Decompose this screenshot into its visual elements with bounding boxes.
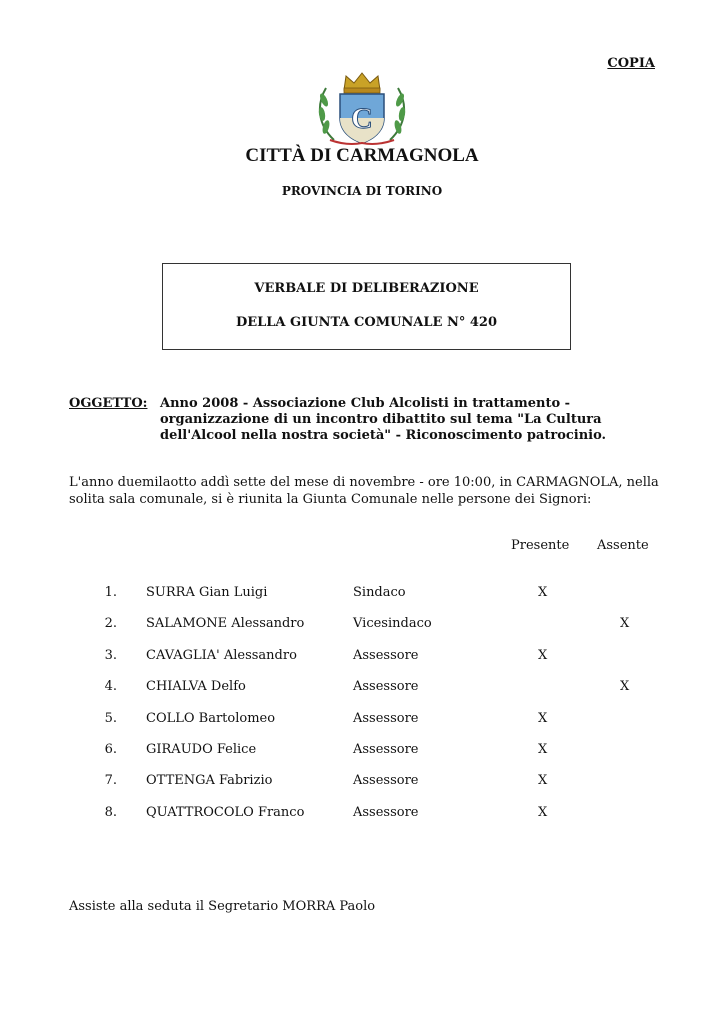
title-box — [162, 263, 571, 350]
member-absent-mark: X — [620, 616, 630, 631]
member-name: GIRAUDO Felice — [146, 742, 257, 757]
member-row — [0, 742, 724, 762]
member-present-mark: X — [538, 742, 548, 757]
member-name: OTTENGA Fabrizio — [146, 773, 273, 788]
member-role: Assessore — [353, 679, 419, 694]
member-row — [0, 773, 724, 793]
member-row — [0, 711, 724, 731]
member-row — [0, 805, 724, 825]
member-role: Assessore — [353, 805, 419, 820]
member-role: Assessore — [353, 648, 419, 663]
member-present-mark: X — [538, 711, 548, 726]
member-present-mark: X — [538, 648, 548, 663]
present-column-header: Presente — [511, 538, 570, 553]
member-number: 3. — [104, 648, 117, 663]
member-role: Vicesindaco — [353, 616, 432, 631]
svg-text:C: C — [351, 102, 373, 135]
member-number: 1. — [104, 585, 117, 600]
member-number: 6. — [104, 742, 117, 757]
copy-label: COPIA — [607, 56, 655, 71]
member-role: Sindaco — [353, 585, 406, 600]
intro-paragraph: L'anno duemilaotto addì sette del mese di novembre - ore 10:00, in CARMAGNOLA, nella solita sala comunale, si è riunita la Giunta Comunale nelle persone dei Signori: — [69, 475, 659, 507]
member-role: Assessore — [353, 711, 419, 726]
member-row — [0, 648, 724, 668]
city-crest-icon — [312, 70, 412, 146]
member-name: QUATTROCOLO Franco — [146, 805, 305, 820]
title-line-2: DELLA GIUNTA COMUNALE N° 420 — [235, 315, 498, 330]
province-name: PROVINCIA DI TORINO — [281, 184, 443, 198]
member-name: SALAMONE Alessandro — [146, 616, 305, 631]
member-number: 4. — [104, 679, 117, 694]
secretary-note: Assiste alla seduta il Segretario MORRA Paolo — [69, 899, 376, 914]
member-name: CHIALVA Delfo — [146, 679, 246, 694]
member-present-mark: X — [538, 805, 548, 820]
member-name: SURRA Gian Luigi — [146, 585, 268, 600]
member-absent-mark: X — [620, 679, 630, 694]
member-number: 7. — [104, 773, 117, 788]
member-role: Assessore — [353, 742, 419, 757]
member-number: 8. — [104, 805, 117, 820]
subject-text: Anno 2008 - Associazione Club Alcolisti in trattamento - organizzazione di un incontro dibattito sul tema "La Cultura dell'Alcool nella nostra società" - Riconoscimento patrocinio. — [160, 396, 607, 443]
member-name: CAVAGLIA' Alessandro — [146, 648, 297, 663]
member-name: COLLO Bartolomeo — [146, 711, 276, 726]
member-row — [0, 616, 724, 636]
member-present-mark: X — [538, 585, 548, 600]
absent-column-header: Assente — [597, 538, 649, 553]
member-row — [0, 585, 724, 605]
member-present-mark: X — [538, 773, 548, 788]
member-role: Assessore — [353, 773, 419, 788]
city-name: CITTÀ DI CARMAGNOLA — [245, 145, 479, 166]
member-row — [0, 679, 724, 699]
subject-label: OGGETTO: — [69, 396, 148, 411]
member-number: 2. — [104, 616, 117, 631]
member-number: 5. — [104, 711, 117, 726]
title-line-1: VERBALE DI DELIBERAZIONE — [254, 281, 479, 296]
